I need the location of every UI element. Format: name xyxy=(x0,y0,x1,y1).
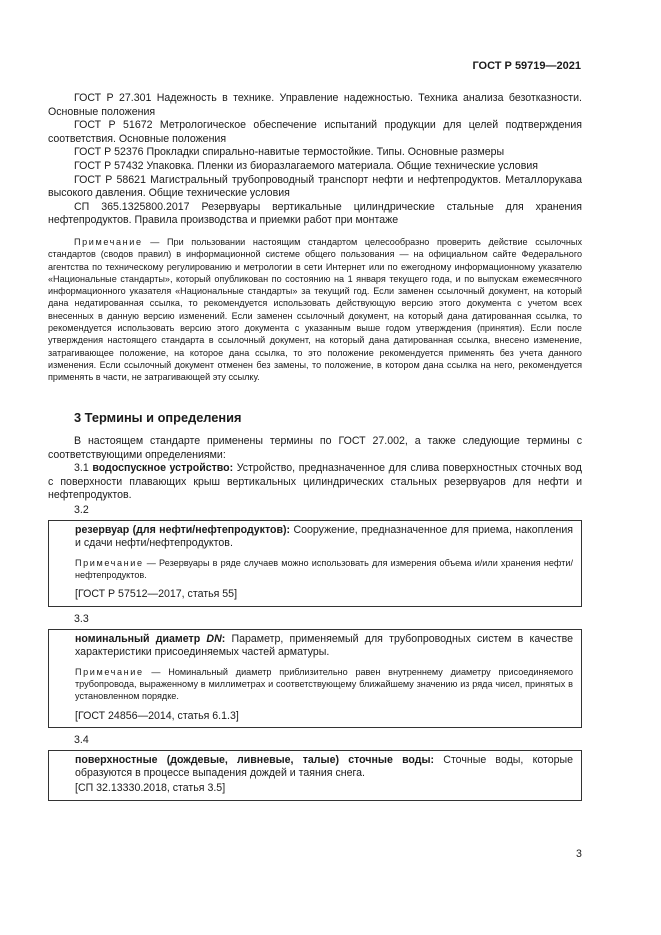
term-definition: Параметр, применяемый для трубопроводных систем в качестве характеристики присоединяемых частей арматуры. xyxy=(75,632,573,659)
term-definition: Сооружение, предназначенное для приема, накопления и сдачи нефти/нефтепродуктов. xyxy=(75,523,573,550)
term-source: [ГОСТ Р 57512—2017, статья 55] xyxy=(75,588,238,601)
term-box-3-4 xyxy=(48,750,582,801)
term-name: номинальный диаметр DN: xyxy=(75,632,226,645)
section-intro: В настоящем стандарте применены термины по ГОСТ 27.002, а также следующие термины с соответствующими определениями: xyxy=(48,435,582,461)
note-label: Примечание xyxy=(74,236,143,247)
term-name: поверхностные (дождевые, ливневые, талые) сточные воды: xyxy=(75,753,435,766)
note-label: Примечание xyxy=(75,557,144,568)
normative-note xyxy=(48,236,582,384)
term-note xyxy=(75,557,573,582)
reference-item: ГОСТ Р 51672 Метрологическое обеспечение испытаний продукции для целей подтверждения соответствия. Основные положения xyxy=(48,119,582,145)
term-name: водоспускное устройство: xyxy=(92,462,234,475)
term-number-3-4: 3.4 xyxy=(74,734,89,747)
page-content xyxy=(48,92,582,807)
term-note xyxy=(75,666,573,703)
reference-item: ГОСТ Р 52376 Прокладки спирально-навитые термостойкие. Типы. Основные размеры xyxy=(74,146,505,159)
document-header: ГОСТ Р 59719—2021 xyxy=(472,60,581,72)
note-text: — При пользовании настоящим стандартом целесообразно проверить действие ссылочных стандартов (сводов правил) в информационной системе общего пользования — на официальном сайте Федерального агентства по техническому регулированию и метрологии в сети Интернет или по ежегодному информационному указателю «Национальные стандарты», который опубликован по состоянию на 1 января текущего года, и по выпускам ежемесячного информационного указателя «Национальные стандарты» за текущий год. Если заменен ссылочный документ, на который дана недатированная ссылка, то рекомендуется использовать действующую версию этого документа с учетом всех внесенных в данную версию изменений. Если заменен ссылочный документ, на который дана датированная ссылка, то рекомендуется использовать версию этого документа с указанным выше годом утверждения (принятия). Если после утверждения настоящего стандарта в ссылочный документ, на который дана датированная ссылка, внесено изменение, затрагивающее положение, на которое дана ссылка, то это положение рекомендуется применять без учета данного изменения. Если ссылочный документ отменен без замены, то положение, в котором дана ссылка на него, рекомендуется применять в части, не затрагивающей эту ссылку. xyxy=(48,236,582,383)
term-name: резервуар (для нефти/нефтепродуктов): xyxy=(75,523,291,536)
term-entry xyxy=(75,633,573,660)
term-definition: Устройство, предназначенное для слива поверхностных сточных вод с поверхности плавающих крыш вертикальных цилиндрических стальных резервуаров для нефти и нефтепродуктов. xyxy=(48,462,582,502)
term-number-3-3: 3.3 xyxy=(74,613,89,626)
term-3-1 xyxy=(48,462,582,503)
term-definition: Сточные воды, которые образуются в процессе выпадения дождей и таяния снега. xyxy=(75,753,573,780)
term-number: 3.1 xyxy=(74,462,89,475)
reference-item: ГОСТ Р 57432 Упаковка. Пленки из биоразлагаемого материала. Общие технические условия xyxy=(74,159,538,172)
reference-item: ГОСТ Р 27.301 Надежность в технике. Управление надежностью. Техника анализа безотказности. Основные положения xyxy=(48,92,582,118)
reference-item: СП 365.1325800.2017 Резервуары вертикальные цилиндрические стальные для хранения нефтепродуктов. Правила производства и приемки работ при монтаже xyxy=(48,200,582,227)
page-number: 3 xyxy=(576,848,582,860)
term-number-3-2: 3.2 xyxy=(74,504,89,517)
term-source: [ГОСТ 24856—2014, статья 6.1.3] xyxy=(75,709,239,722)
term-box-3-3 xyxy=(48,629,582,729)
reference-item: ГОСТ Р 58621 Магистральный трубопроводный транспорт нефти и нефтепродуктов. Металлорукава высокого давления. Общие технические условия xyxy=(48,173,582,200)
section-title: 3 Термины и определения xyxy=(74,409,242,425)
note-text: — Резервуары в ряде случаев можно использовать для измерения объема и/или хранения нефти/нефтепродуктов. xyxy=(75,557,573,581)
term-entry xyxy=(75,524,573,551)
note-label: Примечание xyxy=(75,666,144,677)
term-entry xyxy=(75,754,573,781)
note-text: — Номинальный диаметр приблизительно равен внутреннему диаметру присоединяемого трубопровода, выраженному в миллиметрах и соответствующему ближайшему значению из ряда чисел, принятых в установленном порядке. xyxy=(75,666,573,702)
term-source: [СП 32.13330.2018, статья 3.5] xyxy=(75,782,226,795)
term-box-3-2 xyxy=(48,520,582,607)
